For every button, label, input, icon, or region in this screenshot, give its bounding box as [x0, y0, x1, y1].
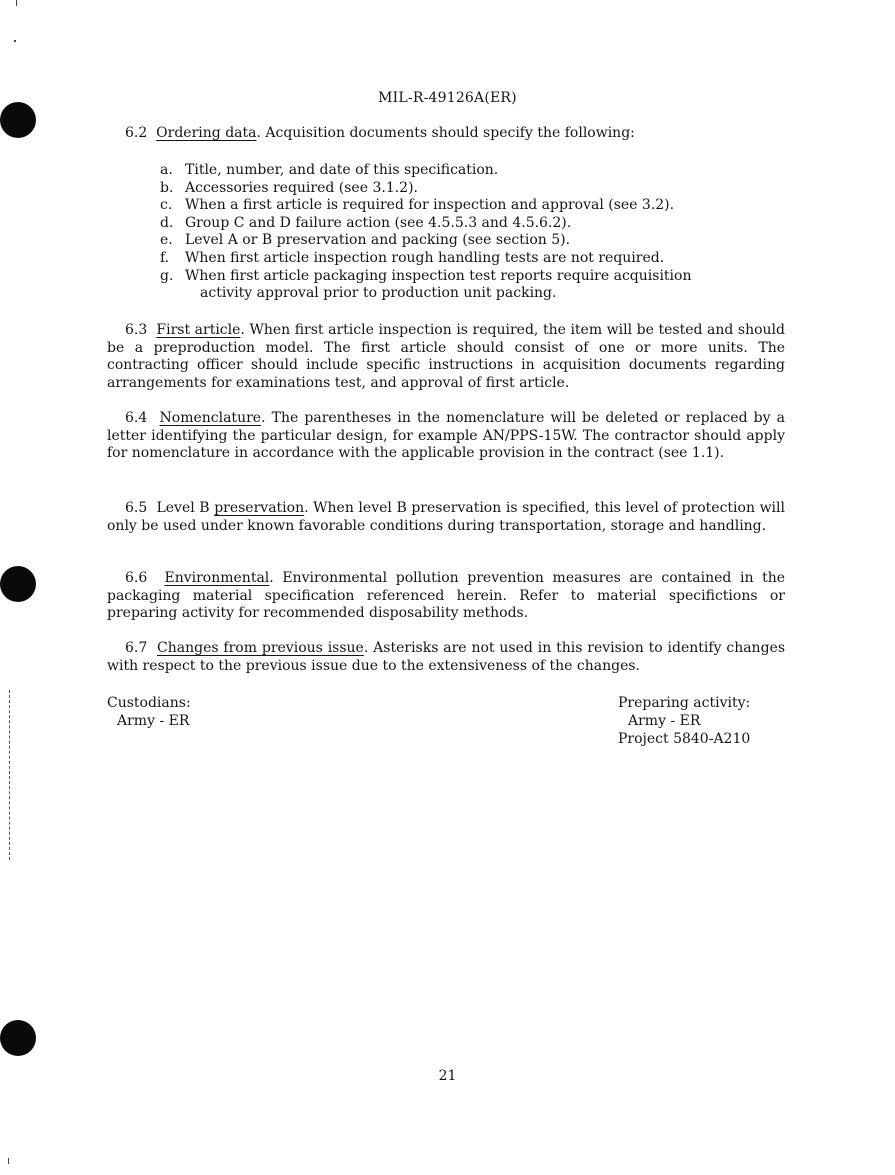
list-letter: d. — [160, 214, 174, 231]
section-title: First article — [156, 322, 241, 338]
list-text: Title, number, and date of this specification. — [185, 162, 499, 178]
list-item — [160, 250, 760, 268]
ordering-requirements-list — [160, 162, 760, 303]
list-text: Accessories required (see 3.1.2). — [185, 179, 418, 196]
section-title: Nomenclature — [159, 410, 262, 426]
section-title: Ordering data — [156, 125, 257, 141]
scan-speck — [16, 0, 17, 6]
section-title: Environmental — [164, 570, 270, 586]
custodians-block — [107, 694, 191, 730]
section-number: 6.6 — [125, 570, 148, 586]
section-text: . Asterisks are not used in this revision to identify changes with respect to the previous issue due to the extensiveness of the changes. — [107, 640, 785, 674]
section-6-2-ordering-data — [125, 125, 785, 143]
section-6-3-first-article — [107, 322, 785, 392]
preparing-activity-value: Army - ER — [628, 713, 701, 729]
custodians-label: Custodians: — [107, 695, 191, 711]
scan-speck — [14, 40, 16, 42]
list-item — [160, 162, 760, 180]
list-item-continuation: activity approval prior to production unit packing. — [200, 285, 557, 302]
section-6-6-environmental — [107, 570, 785, 623]
section-6-5-level-b-preservation — [107, 500, 785, 535]
section-number: 6.4 — [125, 410, 148, 426]
list-text: Group C and D failure action (see 4.5.5.3 and 4.5.6.2). — [185, 214, 572, 231]
list-text: When first article inspection rough handling tests are not required. — [185, 249, 665, 266]
section-title-prefix: Level B — [156, 500, 215, 516]
list-item — [160, 197, 760, 215]
binder-hole — [0, 566, 36, 602]
section-number: 6.5 — [125, 500, 148, 516]
section-number: 6.3 — [125, 322, 148, 338]
list-letter: g. — [160, 267, 174, 284]
section-number: 6.7 — [125, 640, 148, 656]
list-text: Level A or B preservation and packing (see section 5). — [185, 232, 571, 249]
section-text: . The parentheses in the nomenclature will be deleted or replaced by a letter identifying the particular design, for example AN/PPS-15W. The contractor should apply for nomenclature in accordance with the applicable provision in the contract (see 1.1). — [107, 410, 785, 462]
list-text: When first article packaging inspection test reports require acquisition — [185, 267, 692, 284]
section-text: . When first article inspection is required, the item will be tested and should be a preproduction model. The first article should consist of one or more units. The contracting officer should include specific instructions in acquisition documents regarding arrangements for examinations test, and approval of first article. — [107, 322, 785, 391]
document-id-header: MIL-R-49126A(ER) — [378, 90, 517, 106]
list-letter: f. — [160, 249, 170, 266]
list-letter: b. — [160, 179, 174, 196]
section-text: . Environmental pollution prevention measures are contained in the packaging material specification referenced herein. Refer to material specifictions or preparing activity for recommended disposability methods. — [107, 570, 785, 622]
list-text: When a first article is required for inspection and approval (see 3.2). — [185, 197, 675, 214]
list-item — [160, 232, 760, 250]
section-6-7-changes-from-previous-issue — [107, 640, 785, 675]
section-title: Changes from previous issue — [157, 640, 364, 656]
list-item — [160, 268, 760, 286]
custodians-value: Army - ER — [117, 713, 190, 729]
binder-hole — [0, 102, 36, 138]
section-text: . When level B preservation is specified, this level of protection will only be used under known favorable conditions during transportation, storage and handling. — [107, 500, 785, 534]
section-number: 6.2 — [125, 125, 148, 141]
binder-hole — [0, 1020, 36, 1056]
section-text: . Acquisition documents should specify the following: — [256, 125, 635, 141]
preparing-activity-label: Preparing activity: — [618, 695, 751, 711]
list-letter: a. — [160, 162, 173, 178]
section-6-4-nomenclature — [107, 410, 785, 463]
page-number: 21 — [438, 1068, 457, 1084]
list-letter: e. — [160, 232, 173, 249]
preparing-activity-block — [618, 694, 750, 748]
scan-speck — [8, 1158, 9, 1164]
section-title: preservation — [214, 500, 305, 516]
project-number: Project 5840-A210 — [618, 731, 751, 747]
list-letter: c. — [160, 197, 173, 214]
list-item — [160, 180, 760, 198]
list-item — [160, 215, 760, 233]
margin-scan-marks — [9, 690, 12, 860]
